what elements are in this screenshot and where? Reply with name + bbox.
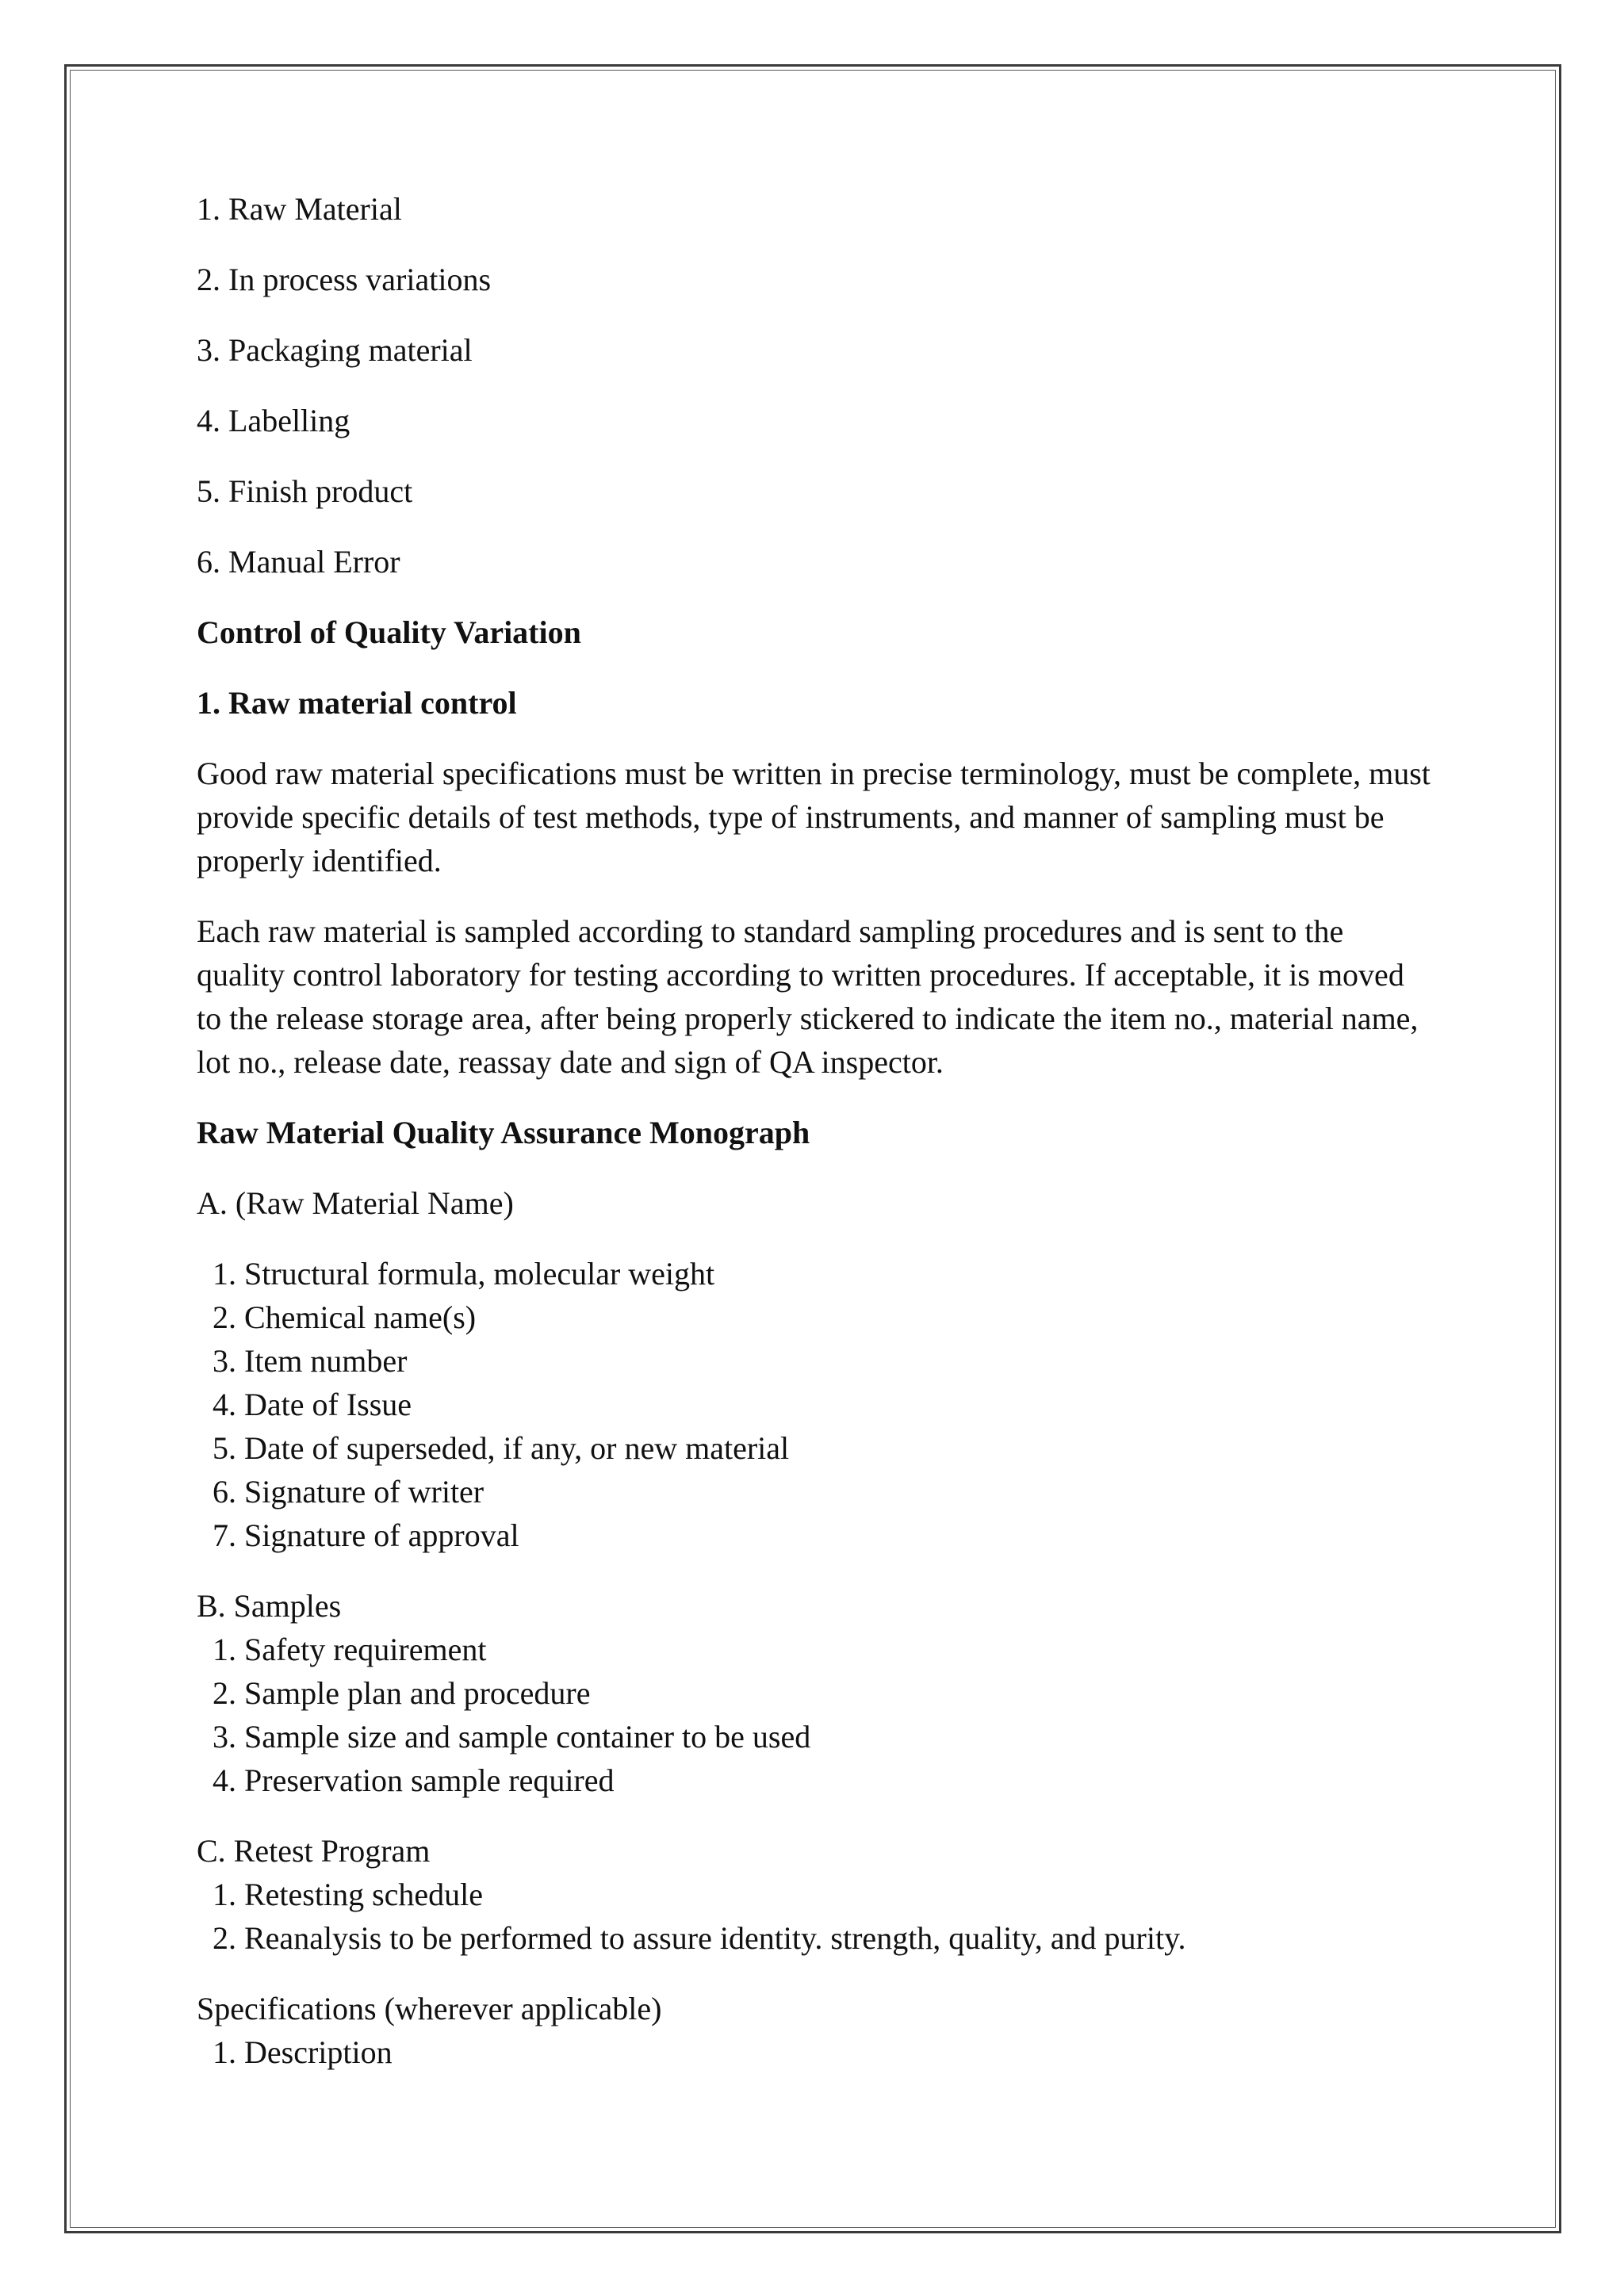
section-c xyxy=(197,1829,1434,1960)
section-a-item: 1. Structural formula, molecular weight xyxy=(213,1256,715,1292)
section-a-item: 6. Signature of writer xyxy=(213,1474,485,1510)
intro-list xyxy=(197,187,1434,584)
section-a-item: 5. Date of superseded, if any, or new material xyxy=(213,1430,790,1466)
section-b-item: 4. Preservation sample required xyxy=(213,1762,615,1798)
section-specifications xyxy=(197,1987,1434,2074)
intro-list-item: 5. Finish product xyxy=(197,473,413,509)
section-a-item: 3. Item number xyxy=(213,1343,408,1379)
section-a-item: 4. Date of Issue xyxy=(213,1387,412,1422)
section-b-title: B. Samples xyxy=(197,1588,342,1624)
paragraph-specifications: Good raw material specifications must be written in precise terminology, must be complete, must provide specific details of test methods, type of instruments, and manner of sampling must be properly identified. xyxy=(197,756,1431,878)
intro-list-item: 1. Raw Material xyxy=(197,191,402,227)
section-spec-item: 1. Description xyxy=(213,2034,393,2070)
heading-control-of-quality-variation: Control of Quality Variation xyxy=(197,614,581,650)
intro-list-item: 6. Manual Error xyxy=(197,544,400,580)
heading-monograph: Raw Material Quality Assurance Monograph xyxy=(197,1115,810,1150)
heading-raw-material-control: 1. Raw material control xyxy=(197,685,517,721)
section-c-title: C. Retest Program xyxy=(197,1833,431,1869)
intro-list-item: 4. Labelling xyxy=(197,403,350,438)
section-b-item: 3. Sample size and sample container to be used xyxy=(213,1719,811,1755)
section-b-item: 2. Sample plan and procedure xyxy=(213,1675,591,1711)
section-a-item: 7. Signature of approval xyxy=(213,1517,519,1553)
section-a-item: 2. Chemical name(s) xyxy=(213,1299,477,1335)
section-a-title: A. (Raw Material Name) xyxy=(197,1185,514,1221)
section-a-list xyxy=(197,1252,1434,1557)
intro-list-item: 3. Packaging material xyxy=(197,332,473,368)
section-c-item: 2. Reanalysis to be performed to assure identity. strength, quality, and purity. xyxy=(213,1920,1186,1956)
document-body xyxy=(197,187,1434,2074)
section-spec-title: Specifications (wherever applicable) xyxy=(197,1991,662,2026)
section-b-item: 1. Safety requirement xyxy=(213,1632,487,1667)
intro-list-item: 2. In process variations xyxy=(197,262,492,297)
section-c-item: 1. Retesting schedule xyxy=(213,1877,484,1912)
section-b xyxy=(197,1584,1434,1802)
paragraph-sampling: Each raw material is sampled according to standard sampling procedures and is sent to the quality control laboratory for testing according to written procedures. If acceptable, it is moved to the release storage area, after being properly stickered to indicate the item no., material name, lot no., release date, reassay date and sign of QA inspector. xyxy=(197,913,1419,1080)
